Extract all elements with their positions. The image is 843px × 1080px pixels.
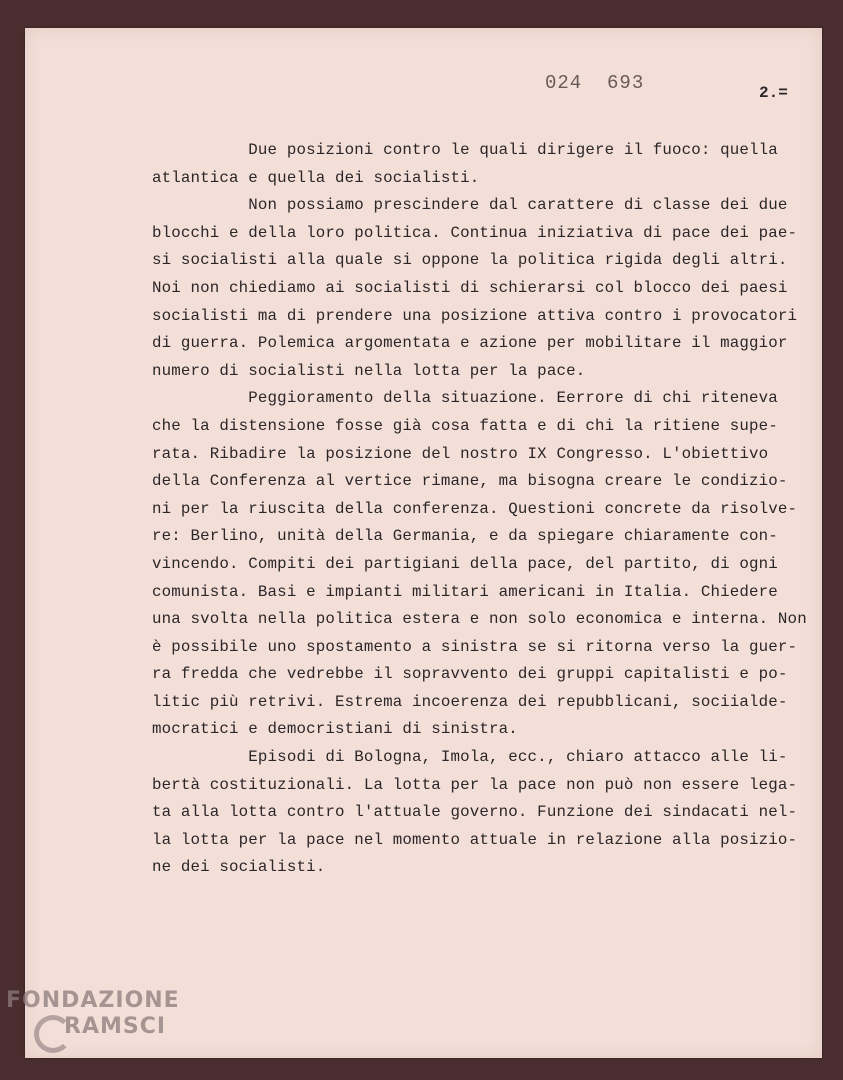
text-line: ni per la riuscita della conferenza. Questioni concrete da risolve- <box>152 499 798 518</box>
text-line: è possibile uno spostamento a sinistra se si ritorna verso la guer- <box>152 637 798 656</box>
watermark <box>6 988 180 1040</box>
text-line: ra fredda che vedrebbe il sopravvento dei gruppi capitalisti e po- <box>152 665 788 684</box>
text-line: Non possiamo prescindere dal carattere di classe dei due <box>152 196 788 215</box>
text-line: si socialisti alla quale si oppone la politica rigida degli altri. <box>152 251 788 270</box>
page-number: 2.= <box>759 84 788 102</box>
archive-number: 024 693 <box>545 72 645 94</box>
text-line: vincendo. Compiti dei partigiani della pace, del partito, di ogni <box>152 554 778 573</box>
text-line: Peggioramento della situazione. Eerrore di chi riteneva <box>152 389 778 408</box>
text-line: bertà costituzionali. La lotta per la pace non può non essere lega- <box>152 775 798 794</box>
text-line: di guerra. Polemica argomentata e azione per mobilitare il maggior <box>152 334 788 353</box>
text-line: della Conferenza al vertice rimane, ma bisogna creare le condizio- <box>152 472 788 491</box>
text-line: Due posizioni contro le quali dirigere il fuoco: quella <box>152 141 778 159</box>
text-line: rata. Ribadire la posizione del nostro IX Congresso. L'obiettivo <box>152 444 769 463</box>
text-line: ne dei socialisti. <box>152 858 326 877</box>
text-line: re: Berlino, unità della Germania, e da spiegare chiaramente con- <box>152 527 778 546</box>
text-line: la lotta per la pace nel momento attuale in relazione alla posizio- <box>152 830 798 849</box>
text-line: una svolta nella politica estera e non solo economica e interna. Non <box>152 610 807 629</box>
watermark-line2: RAMSCI <box>64 1014 167 1039</box>
text-line: atlantica e quella dei socialisti. <box>152 168 480 187</box>
text-line: socialisti ma di prendere una posizione attiva contro i provocatori <box>152 306 798 325</box>
text-line: litic più retrivi. Estrema incoerenza dei repubblicani, sociialde- <box>152 692 788 711</box>
text-line: Noi non chiediamo ai socialisti di schierarsi col blocco dei paesi <box>152 278 788 297</box>
text-line: blocchi e della loro politica. Continua iniziativa di pace dei pae- <box>152 223 798 242</box>
text-line: mocratici e democristiani di sinistra. <box>152 720 518 739</box>
text-line: ta alla lotta contro l'attuale governo. Funzione dei sindacati nel- <box>152 803 798 822</box>
text-line: comunista. Basi e impianti militari americani in Italia. Chiedere <box>152 582 778 601</box>
document-body <box>152 137 812 882</box>
text-line: numero di socialisti nella lotta per la pace. <box>152 361 586 380</box>
text-line: Episodi di Bologna, Imola, ecc., chiaro attacco alle li- <box>152 748 788 767</box>
watermark-line1: FONDAZIONE <box>6 988 180 1013</box>
text-line: che la distensione fosse già cosa fatta e di chi la ritiene supe- <box>152 416 778 435</box>
